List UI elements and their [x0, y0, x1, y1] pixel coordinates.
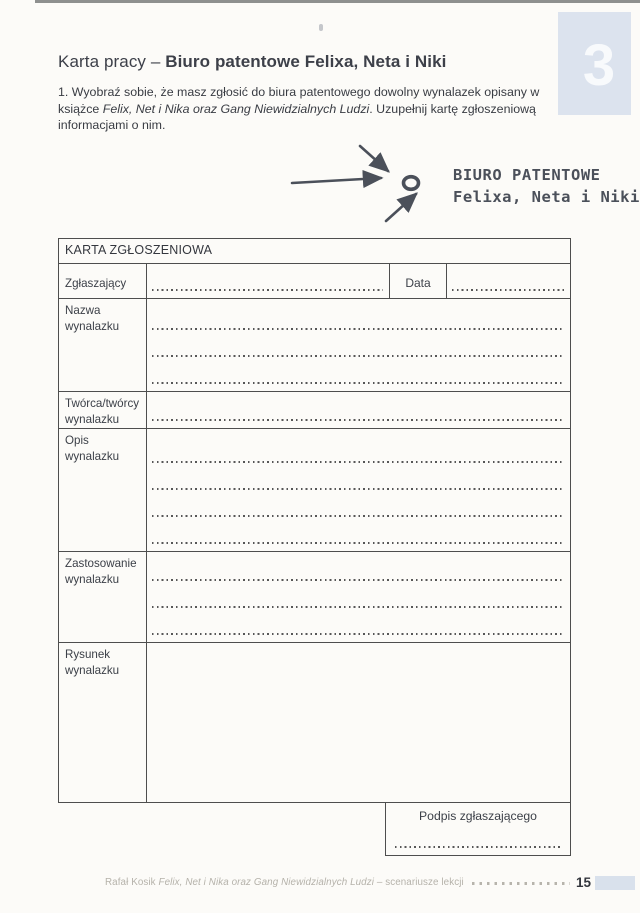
- writing-line: [152, 328, 564, 330]
- stamp-line1: BIURO PATENTOWE: [453, 166, 601, 184]
- form-label-drawing: Rysunek wynalazku: [59, 643, 147, 802]
- unit-number: 3: [582, 32, 616, 98]
- form-label-date: Data: [389, 264, 447, 298]
- page-title-emphasis: Biuro patentowe Felixa, Neta i Niki: [165, 52, 447, 71]
- form-label-description: Opis wynalazku: [59, 429, 147, 551]
- task-instruction-text: 1. Wyobraź sobie, że masz zgłosić do biura patentowego dowolny wynalazek opisany w książce: [58, 85, 540, 116]
- stamp-text: [453, 165, 640, 208]
- signature-label: Podpis zgłaszającego: [419, 809, 537, 823]
- form-label-creator: Twórca/twórcy wynalazku: [59, 392, 147, 428]
- form-header: KARTA ZGŁOSZENIOWA: [65, 243, 213, 257]
- writing-line: [152, 355, 564, 357]
- writing-line: [152, 606, 564, 608]
- form-row-creator: [59, 391, 570, 428]
- form-row-invention-name: [59, 298, 570, 391]
- page-footer: [58, 874, 640, 891]
- footer-credit-book-title: Felix, Net i Nika oraz Gang Niewidzialnych Ludzi: [158, 877, 375, 888]
- converging-arrows-icon: [288, 140, 438, 230]
- form-row-drawing: [59, 642, 570, 802]
- patent-office-stamp: [288, 140, 640, 225]
- drawing-field: [147, 643, 570, 802]
- footer-credit-author: Rafał Kosik: [105, 877, 159, 888]
- form-row-description: [59, 428, 570, 551]
- form-row-applicant: [59, 263, 570, 298]
- date-field: [447, 264, 570, 298]
- creator-field: [147, 392, 570, 428]
- application-field: [147, 552, 570, 642]
- footer-accent-bar: [595, 876, 635, 890]
- dotted-leader: [472, 882, 570, 885]
- page-title: [58, 52, 446, 72]
- writing-line: [152, 419, 564, 421]
- signature-writing-line: [395, 846, 561, 848]
- page-title-prefix: Karta pracy –: [58, 52, 166, 71]
- signature-box: [385, 803, 571, 856]
- writing-line: [152, 488, 564, 490]
- task-instruction-text-after: . Uzupełnij kartę zgłoszeniową informacjami o nim.: [58, 101, 536, 132]
- page-top-edge-line: [35, 0, 640, 3]
- writing-line: [152, 289, 383, 291]
- form-label-applicant: Zgłaszający: [59, 264, 147, 298]
- unit-number-badge: [558, 12, 631, 115]
- scan-artifact: [319, 24, 323, 31]
- writing-line: [152, 579, 564, 581]
- form-label-application: Zastosowanie wynalazku: [59, 552, 147, 642]
- book-title-italic: Felix, Net i Nika oraz Gang Niewidzialnych Ludzi: [102, 101, 370, 116]
- stamp-line2: Felixa, Neta i Niki: [453, 187, 640, 206]
- form-row-application: [59, 551, 570, 642]
- footer-credit: [58, 877, 464, 888]
- writing-line: [152, 515, 564, 517]
- footer-credit-suffix: – scenariusze lekcji: [374, 877, 464, 888]
- invention-name-field: [147, 299, 570, 391]
- writing-line: [152, 633, 564, 635]
- page-number: 15: [575, 875, 591, 890]
- writing-line: [452, 289, 564, 291]
- form-label-invention-name: Nazwa wynalazku: [59, 299, 147, 391]
- application-form-table: [58, 238, 571, 803]
- writing-line: [152, 382, 564, 384]
- writing-line: [152, 542, 564, 544]
- applicant-field: [147, 264, 389, 298]
- task-instruction: [58, 84, 563, 134]
- writing-line: [152, 461, 564, 463]
- description-field: [147, 429, 570, 551]
